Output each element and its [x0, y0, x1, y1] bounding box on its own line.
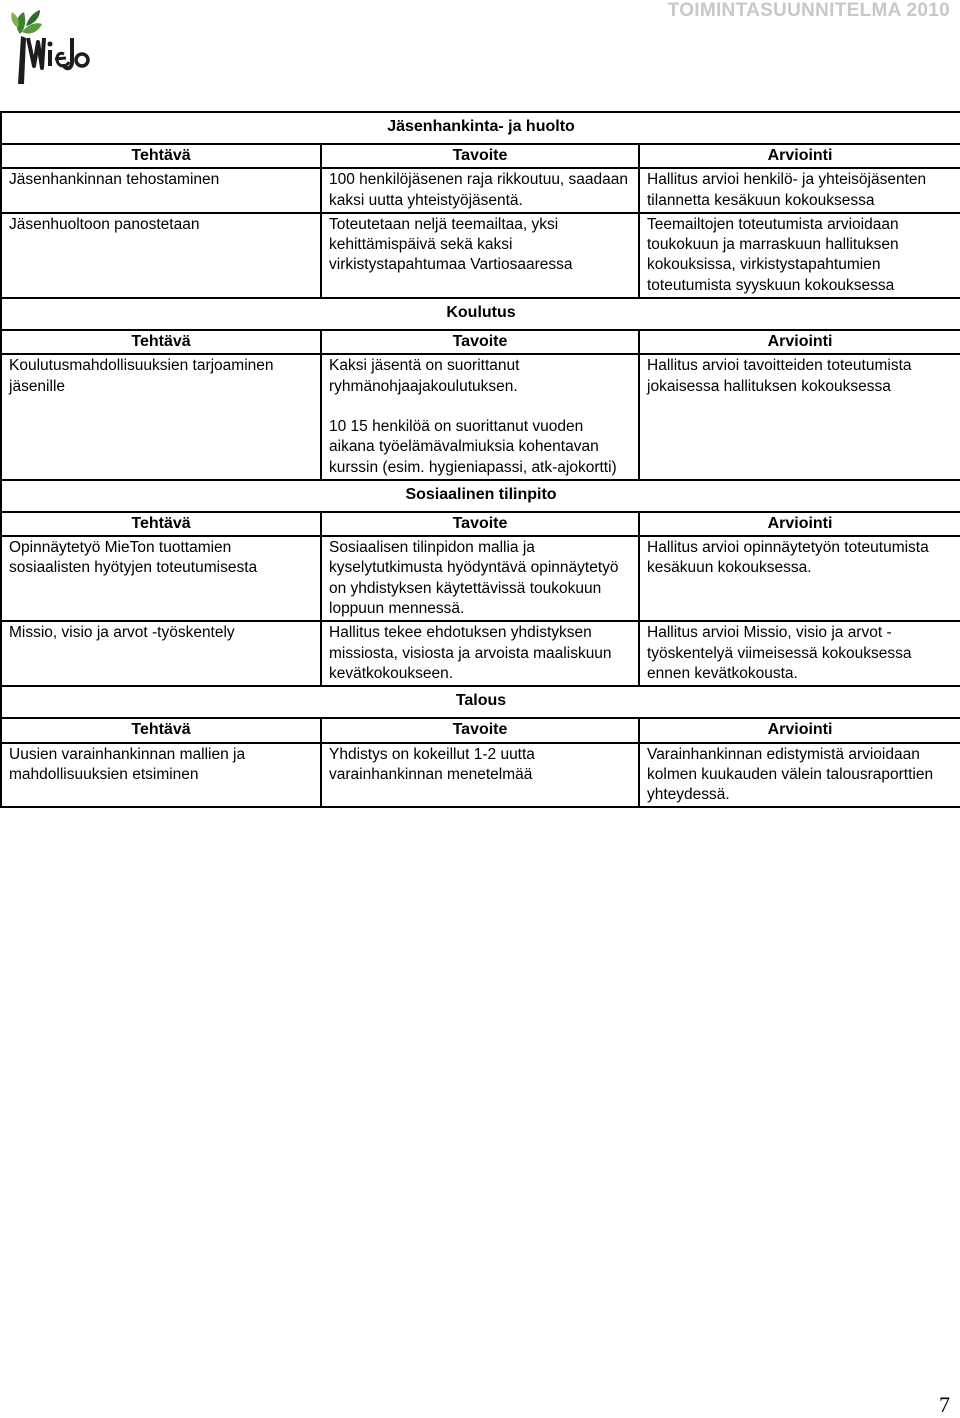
table-row — [1, 621, 960, 686]
document-title: TOIMINTASUUNNITELMA 2010 — [667, 0, 950, 21]
column-header-eval: Arviointi — [639, 144, 960, 168]
task-cell: Uusien varainhankinnan mallien ja mahdollisuuksien etsiminen — [1, 743, 321, 808]
goal-cell: Hallitus tekee ehdotuksen yhdistyksen missiosta, visiosta ja arvoista maaliskuun kevätkokoukseen. — [321, 621, 639, 686]
goal-cell: Yhdistys on kokeillut 1-2 uutta varainhankinnan menetelmää — [321, 743, 639, 808]
column-header-row — [1, 330, 960, 354]
section-title: Talous — [1, 686, 960, 718]
table-row — [1, 213, 960, 298]
column-header-row — [1, 718, 960, 742]
eval-cell: Hallitus arvioi henkilö- ja yhteisöjäsenten tilannetta kesäkuun kokouksessa — [639, 168, 960, 213]
goal-cell — [321, 354, 639, 479]
column-header-row — [1, 512, 960, 536]
goal-cell: Sosiaalisen tilinpidon mallia ja kyselytutkimusta hyödyntävä opinnäytetyö on yhdistyksen käytettävissä toukokuun loppuun mennessä. — [321, 536, 639, 621]
task-cell: Opinnäytetyö MieTon tuottamien sosiaalisten hyötyjen toteutumisesta — [1, 536, 321, 621]
column-header-goal: Tavoite — [321, 512, 639, 536]
eval-cell: Hallitus arvioi tavoitteiden toteutumista jokaisessa hallituksen kokouksessa — [639, 354, 960, 479]
goal-text: Kaksi jäsentä on suorittanut ryhmänohjaajakoulutuksen. — [329, 357, 520, 395]
column-header-task: Tehtävä — [1, 512, 321, 536]
column-header-eval: Arviointi — [639, 512, 960, 536]
column-header-goal: Tavoite — [321, 330, 639, 354]
eval-cell: Varainhankinnan edistymistä arvioidaan kolmen kuukauden välein talousraporttien yhteydessä. — [639, 743, 960, 808]
table-row — [1, 168, 960, 213]
column-header-task: Tehtävä — [1, 144, 321, 168]
column-header-eval: Arviointi — [639, 330, 960, 354]
task-cell: Jäsenhuoltoon panostetaan — [1, 213, 321, 298]
logo — [8, 4, 90, 86]
page-number: 7 — [939, 1392, 950, 1417]
column-header-eval: Arviointi — [639, 718, 960, 742]
section-title: Sosiaalinen tilinpito — [1, 480, 960, 512]
column-header-row — [1, 144, 960, 168]
eval-cell: Hallitus arvioi opinnäytetyön toteutumista kesäkuun kokouksessa. — [639, 536, 960, 621]
table-row — [1, 743, 960, 808]
column-header-goal: Tavoite — [321, 718, 639, 742]
goal-text: 10 15 henkilöä on suorittanut vuoden aikana työelämävalmiuksia kohentavan kurssin (esim. hygieniapassi, atk-ajokortti) — [329, 417, 617, 476]
task-cell: Koulutusmahdollisuuksien tarjoaminen jäsenille — [1, 354, 321, 479]
section-title: Koulutus — [1, 298, 960, 330]
table-row — [1, 536, 960, 621]
eval-cell: Hallitus arvioi Missio, visio ja arvot -työskentelyä viimeisessä kokouksessa ennen kevätkokousta. — [639, 621, 960, 686]
section-title: Jäsenhankinta- ja huolto — [1, 112, 960, 144]
column-header-task: Tehtävä — [1, 718, 321, 742]
table-row — [1, 354, 960, 479]
plan-table — [0, 111, 960, 808]
column-header-task: Tehtävä — [1, 330, 321, 354]
task-cell: Missio, visio ja arvot -työskentely — [1, 621, 321, 686]
goal-cell: 100 henkilöjäsenen raja rikkoutuu, saadaan kaksi uutta yhteistyöjäsentä. — [321, 168, 639, 213]
eval-cell: Teemailtojen toteutumista arvioidaan toukokuun ja marraskuun hallituksen kokouksissa, virkistystapahtumien toteutumista syyskuun kokouksessa — [639, 213, 960, 298]
task-cell: Jäsenhankinnan tehostaminen — [1, 168, 321, 213]
column-header-goal: Tavoite — [321, 144, 639, 168]
goal-cell: Toteutetaan neljä teemailtaa, yksi kehittämispäivä sekä kaksi virkistystapahtumaa Vartiosaaressa — [321, 213, 639, 298]
